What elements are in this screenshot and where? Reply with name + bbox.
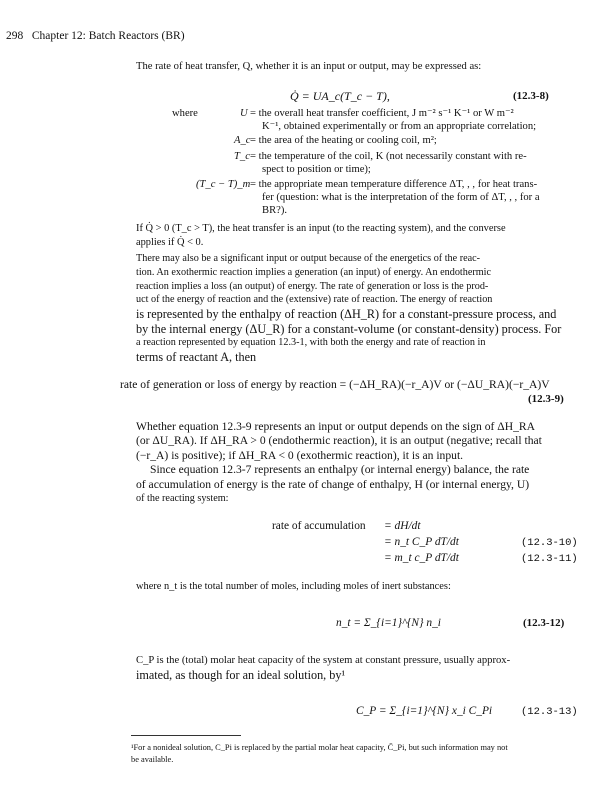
def-ac: = the area of the heating or cooling coil, m²; <box>250 135 437 146</box>
equation-number-12-3-11: (12.3-11) <box>521 553 578 565</box>
paragraph-heat-capacity: C_P is the (total) molar heat capacity of the system at constant pressure, usually approx- imated, as though for an ideal solution, by¹ <box>136 655 511 683</box>
equation-number-12-3-13: (12.3-13) <box>521 706 578 718</box>
accumulation-line-1: = dH/dt <box>384 520 421 532</box>
def-symbol-tc: T_c <box>234 151 250 162</box>
running-header <box>6 30 185 42</box>
equation-number-12-3-12: (12.3-12) <box>523 617 565 629</box>
accumulation-line-3: = m_t c_P dT/dt <box>384 552 459 564</box>
chapter-title: Chapter 12: Batch Reactors (BR) <box>31 30 185 42</box>
def-tc: = the temperature of the coil, K (not necessarily constant with re- spect to position or time); <box>250 151 527 175</box>
paragraph-heat-sign: If Q̇ > 0 (T_c > T), the heat transfer is an input (to the reacting system), and the converse applies if Q̇ < 0. <box>136 223 506 248</box>
equation-12-3-13: C_P = Σ_{i=1}^{N} x_i C_Pi <box>356 705 493 717</box>
def-symbol-tc-t-m: (T_c − T)_m <box>196 179 251 190</box>
accumulation-lhs: rate of accumulation <box>272 520 366 532</box>
where-label: where <box>172 108 198 119</box>
footnote-rule <box>131 735 241 736</box>
paragraph-total-moles: where n_t is the total number of moles, including moles of inert substances: <box>136 581 451 592</box>
paragraph-sign-discussion: Whether equation 12.3-9 represents an input or output depends on the sign of ΔH_RA (or ΔU_RA). If ΔH_RA > 0 (endothermic reaction), it is an output (negative; recall that (−r_A) is positive); if ΔH_RA < 0 (exothermic reaction), it is an input. Since equation 12.3-7 represents an enthalpy (or internal energy) balance, the rate of accumulation of energy is the rate of change of enthalpy, H (or internal energy, U) of the reacting system: <box>136 420 542 505</box>
def-tc-t-m: = the appropriate mean temperature difference ΔT, , , for heat trans- fer (question: what is the interpretation of the form of ΔT, , , for a BR?). <box>250 179 540 216</box>
footnote: ¹For a nonideal solution, C_Pi is replaced by the partial molar heat capacity, C̄_Pi, but such information may not be available. <box>131 743 508 764</box>
equation-number-12-3-9: (12.3-9) <box>528 393 564 405</box>
def-symbol-u: U <box>240 108 248 119</box>
equation-12-3-9: rate of generation or loss of energy by reaction = (−ΔH_RA)(−r_A)V or (−ΔU_RA)(−r_A)V <box>120 378 550 391</box>
def-u: = the overall heat transfer coefficient, J m⁻² s⁻¹ K⁻¹ or W m⁻² K⁻¹, obtained experimentally or from an appropriate correlation; <box>250 108 537 132</box>
equation-number-12-3-10: (12.3-10) <box>521 537 578 549</box>
def-symbol-ac: A_c <box>234 135 251 146</box>
equation-number-12-3-8: (12.3-8) <box>513 90 549 102</box>
paragraph-energetics: There may also be a significant input or output because of the energetics of the reac- tion. An exothermic reaction implies a generation (an input) of energy. An endothermic reaction implies a loss (an output) of energy. The rate of generation or loss is the prod- uct of the energy of reaction and the (extensive) rate of reaction. The energy of reaction is represented by the enthalpy of reaction (ΔH_R) for a constant-pressure process, and by the internal energy (ΔU_R) for a constant-volume (or constant-density) process. For a reaction represented by equation 12.3-1, with both the energy and rate of reaction in terms of reactant A, then <box>136 253 562 365</box>
accumulation-line-2: = n_t C_P dT/dt <box>384 536 459 548</box>
equation-12-3-8: Q̇ = UA_c(T_c − T), <box>290 89 390 103</box>
equation-12-3-12: n_t = Σ_{i=1}^{N} n_i <box>336 617 441 629</box>
intro-paragraph: The rate of heat transfer, Q, whether it is an input or output, may be expressed as: <box>136 61 482 72</box>
page-number: 298 <box>6 30 24 42</box>
